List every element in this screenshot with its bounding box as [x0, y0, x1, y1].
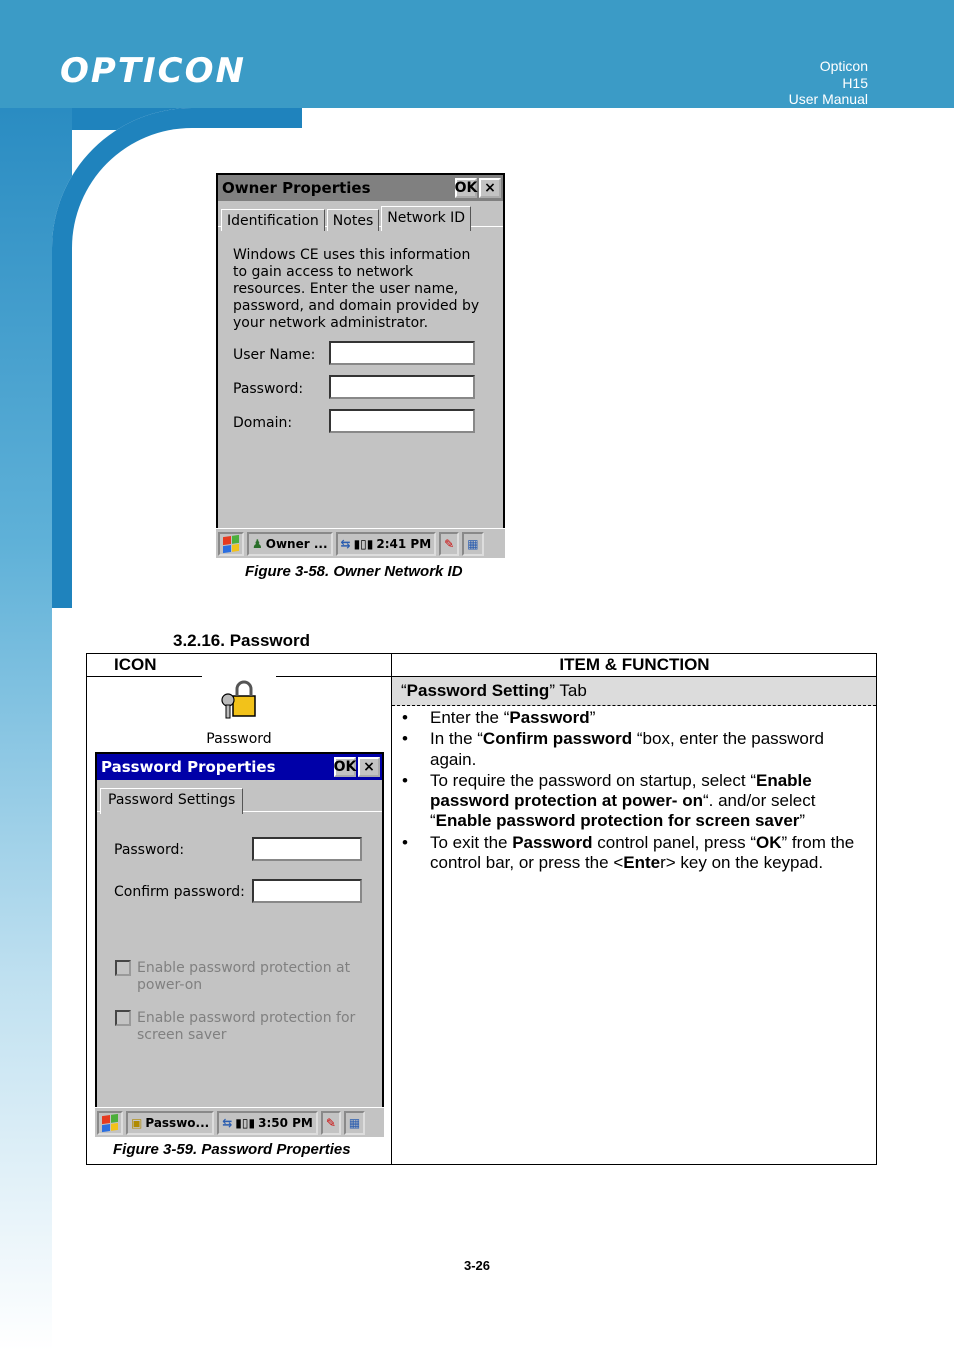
- bullet-text-run: ” from the control bar, or press the <: [430, 832, 855, 873]
- password-titlebar: [97, 754, 382, 780]
- input-panel-icon[interactable]: ✎: [439, 532, 459, 556]
- barcode-icon[interactable]: ▮▯▮: [235, 1115, 256, 1130]
- domain-input[interactable]: [329, 409, 475, 433]
- owner-taskbar: [216, 528, 505, 558]
- tab-password-settings[interactable]: Password Settings: [100, 788, 243, 814]
- tab-heading-post: ” Tab: [549, 681, 587, 700]
- function-bullet: [402, 708, 872, 728]
- lock-keys-icon: [219, 680, 259, 722]
- function-bullet: [402, 729, 872, 770]
- password-applet-label: Password: [206, 731, 272, 747]
- enable-screensaver-checkbox[interactable]: [115, 1010, 131, 1026]
- bullet-text-run: To require the password on startup, select “: [430, 770, 756, 790]
- header-model: H15: [842, 74, 868, 91]
- password-label: Password:: [233, 381, 304, 397]
- icon-column-header: ICON: [114, 655, 157, 674]
- taskbar-task[interactable]: [247, 532, 333, 556]
- password-field-input[interactable]: [252, 837, 362, 861]
- tray: [217, 1111, 318, 1135]
- header-rule-left-2: [276, 676, 392, 677]
- barcode-icon[interactable]: ▮▯▮: [353, 536, 374, 551]
- section-title: 3.2.16. Password: [173, 631, 311, 650]
- enable-poweron-checkbox[interactable]: [115, 960, 131, 976]
- figure-58-caption: Figure 3-58. Owner Network ID: [245, 563, 463, 580]
- bullet-text-run: Enable password protection for screen saver: [435, 811, 800, 831]
- password-field-label: Password:: [114, 842, 185, 858]
- function-bullets: [402, 708, 872, 874]
- password-tabs: [97, 780, 382, 812]
- tray: [336, 532, 437, 556]
- tab-identification[interactable]: Identification: [221, 209, 325, 231]
- password-properties-dialog: [95, 752, 384, 1137]
- lock-icon: ▣: [131, 1115, 143, 1130]
- figure-59-caption: Figure 3-59. Password Properties: [113, 1141, 351, 1158]
- ok-button[interactable]: OK: [454, 180, 478, 196]
- tab-heading-bold: Password Setting: [406, 681, 550, 700]
- network-icon[interactable]: ⇆: [340, 536, 351, 551]
- taskbar-task[interactable]: [126, 1111, 214, 1135]
- user-name-label: User Name:: [233, 347, 316, 363]
- header-company: Opticon: [819, 58, 868, 74]
- bullet-text-run: ”: [589, 708, 596, 727]
- owner-description: Windows CE uses this information to gain access to network resources. Enter the user name, password, and domain provided by your network administrator.: [233, 247, 480, 331]
- owner-titlebar: [218, 175, 503, 201]
- bullet-text-run: “box, enter the password again.: [430, 729, 824, 769]
- input-panel-icon[interactable]: ✎: [321, 1111, 341, 1135]
- taskbar-task-label: Passwo...: [145, 1115, 210, 1130]
- enable-screensaver-label: Enable password protection for screen saver: [137, 1010, 356, 1043]
- desktop-icon[interactable]: ▦: [344, 1111, 365, 1135]
- enable-poweron-label: Enable password protection at power-on: [137, 960, 351, 993]
- tab-heading-pre: “: [401, 681, 407, 700]
- close-button[interactable]: ×: [479, 178, 501, 198]
- bullet-text-run: control panel, press “: [592, 832, 756, 852]
- start-button[interactable]: [218, 532, 244, 556]
- bullet-text-run: Password: [512, 832, 593, 852]
- bullet-text-run: ”: [799, 811, 806, 831]
- user-name-input[interactable]: [329, 341, 475, 365]
- close-button[interactable]: ×: [358, 757, 380, 777]
- owner-tabs: [218, 201, 503, 227]
- password-taskbar: [95, 1107, 384, 1137]
- header-doc: User Manual: [788, 91, 868, 107]
- bullet-text-run: Enable password protection at power- on: [430, 770, 812, 811]
- bullet-text-run: Confirm password: [482, 729, 633, 749]
- bullet-text-run: OK: [756, 832, 782, 852]
- password-title: Password Properties: [101, 758, 276, 776]
- header-rule-left: [86, 676, 202, 677]
- password-input[interactable]: [329, 375, 475, 399]
- windows-flag-icon: [102, 1113, 118, 1131]
- clock[interactable]: 3:50 PM: [258, 1115, 313, 1130]
- windows-flag-icon: [223, 534, 239, 552]
- bullet-text-run: Ente: [623, 853, 661, 873]
- confirm-password-input[interactable]: [252, 879, 362, 903]
- tab-network-id[interactable]: Network ID: [381, 206, 471, 231]
- clock[interactable]: 2:41 PM: [376, 536, 432, 551]
- desktop-icon[interactable]: ▦: [462, 532, 483, 556]
- bullet-text-run: Enter the “: [430, 708, 510, 727]
- users-icon: ♟: [252, 536, 263, 551]
- function-column-header: ITEM & FUNCTION: [559, 655, 710, 674]
- bullet-text-run: In the “: [430, 729, 483, 749]
- taskbar-task-label: Owner ...: [265, 536, 328, 551]
- owner-properties-dialog: [216, 173, 505, 558]
- logo-text: OPTICON: [60, 52, 246, 86]
- table-divider: [391, 653, 392, 1165]
- tab-notes[interactable]: Notes: [327, 209, 379, 231]
- password-applet[interactable]: [202, 680, 276, 752]
- function-bullet: [402, 771, 872, 832]
- start-button[interactable]: [97, 1111, 123, 1135]
- opticon-logo: [60, 52, 300, 91]
- bullet-text-run: “. and/or select “: [430, 791, 816, 831]
- header-meta: [789, 58, 868, 108]
- owner-title: Owner Properties: [222, 179, 371, 197]
- confirm-password-label: Confirm password:: [114, 884, 245, 900]
- function-bullet: [402, 833, 872, 874]
- password-setting-tab-heading: [392, 677, 876, 706]
- domain-label: Domain:: [233, 415, 293, 431]
- bullet-text-run: To exit the: [430, 832, 513, 852]
- bullet-text-run: r> key on the keypad.: [660, 853, 824, 873]
- bullet-text-run: Password: [509, 708, 590, 727]
- network-icon[interactable]: ⇆: [222, 1115, 233, 1130]
- page-number: 3-26: [463, 1258, 491, 1273]
- ok-button[interactable]: OK: [333, 759, 357, 775]
